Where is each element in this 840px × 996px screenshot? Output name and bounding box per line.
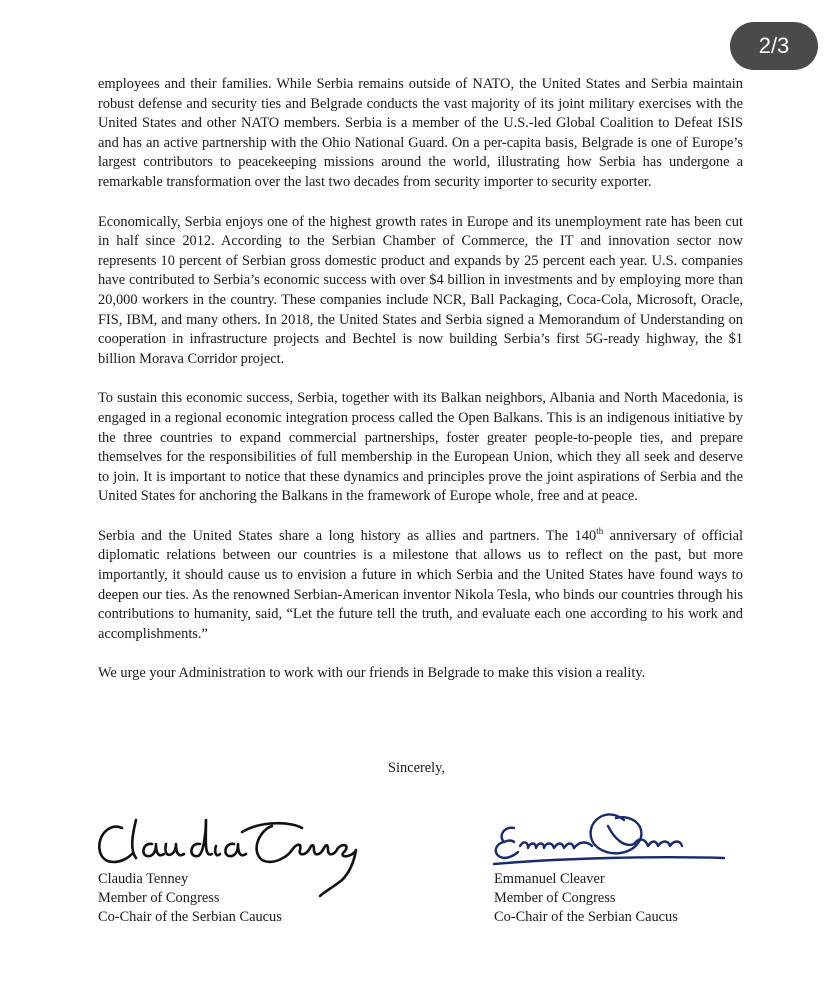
paragraph-economy: Economically, Serbia enjoys one of the highest growth rates in Europe and its unemployment rate has been cut in half since 2012. According to the Serbian Chamber of Commerce, the IT and innovation sector now represents 10 percent of Serbian gross domestic product and expands by 25 percent each year. U.S. companies have contributed to Serbia’s economic success with over $4 billion in investments and by employing more than 20,000 workers in the country. These companies include NCR, Ball Packaging, Coca-Cola, Microsoft, Oracle, FIS, IBM, and many others. In 2018, the United States and Serbia signed a Memorandum of Understanding on cooperation in infrastructure projects and Bechtel is now building Serbia’s first 5G-ready highway, the $1 billion Morava Corridor project.	[98, 213, 743, 367]
page-indicator-badge: 2/3	[730, 22, 818, 70]
closing-salutation: Sincerely,	[388, 760, 446, 776]
signer-title: Member of Congress	[494, 890, 616, 906]
signer-role: Co-Chair of the Serbian Caucus	[494, 909, 678, 925]
signer-name: Emmanuel Cleaver	[494, 871, 605, 887]
letter-body	[98, 75, 743, 704]
signer-block-cleaver	[494, 870, 678, 927]
signer-role: Co-Chair of the Serbian Caucus	[98, 909, 282, 925]
paragraph-history-start: Serbia and the United States share a long history as allies and partners. The 140	[98, 527, 597, 544]
paragraph-history-rest: anniversary of official diplomatic relations between our countries is a milestone that allows us to reflect on the past, but more importantly, it should cause us to envision a future in which Serbia and the United States have found ways to deepen our ties. As the renowned Serbian-American inventor Nikola Tesla, who binds our countries through his contributions to humanity, said, “Let the future tell the truth, and evaluate each one according to his work and accomplishments.”	[98, 527, 744, 642]
paragraph-open-balkans: To sustain this economic success, Serbia, together with its Balkan neighbors, Albania and North Macedonia, is engaged in a regional economic integration process called the Open Balkans. This is an indigenous initiative by the three countries to expand commercial partnerships, foster greater people-to-people ties, and prepare themselves for the responsibilities of full membership in the European Union, which they all seek and deserve to join. It is important to notice that these dynamics and principles prove the joint aspirations of Serbia and the United States for anchoring the Balkans in the framework of Europe whole, free and at peace.	[98, 390, 743, 505]
ordinal-superscript: th	[596, 526, 604, 537]
signer-block-tenney	[98, 870, 282, 927]
paragraph-history	[98, 527, 743, 645]
paragraph-urge: We urge your Administration to work with our friends in Belgrade to make this vision a reality.	[98, 665, 646, 682]
signer-title: Member of Congress	[98, 890, 220, 906]
signer-name: Claudia Tenney	[98, 871, 189, 887]
paragraph-defense: employees and their families. While Serbia remains outside of NATO, the United States and Serbia maintain robust defense and security ties and Belgrade conducts the vast majority of its joint military exercises with the United States and other NATO members. Serbia is a member of the U.S.-led Global Coalition to Defeat ISIS and has an active partnership with the Ohio National Guard. On a per-capita basis, Belgrade is one of Europe’s largest contributors to peacekeeping missions around the world, illustrating how Serbia has undergone a remarkable transformation over the last two decades from security importer to security exporter.	[98, 76, 743, 190]
